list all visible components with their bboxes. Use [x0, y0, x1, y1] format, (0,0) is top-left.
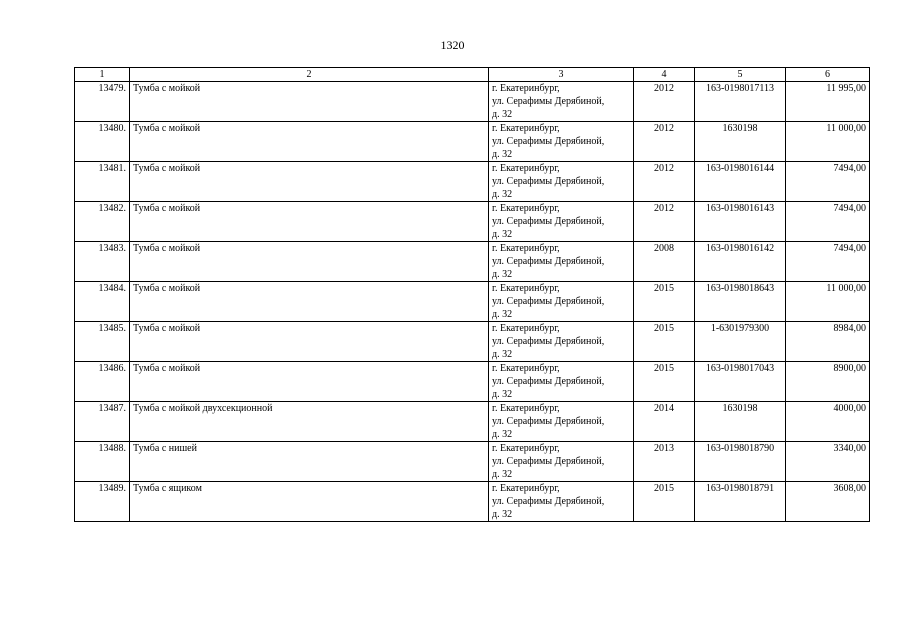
column-number-row [75, 68, 870, 82]
table-body [75, 82, 870, 522]
address-line: г. Екатеринбург, [492, 243, 560, 254]
address-line: ул. Серафимы Дерябиной, [492, 256, 605, 267]
address-line: ул. Серафимы Дерябиной, [492, 176, 605, 187]
address-cell [489, 402, 634, 442]
address-line: г. Екатеринбург, [492, 123, 560, 134]
address-line: г. Екатеринбург, [492, 443, 560, 454]
cost-cell: 4000,00 [786, 402, 870, 442]
column-header-6: 6 [786, 68, 870, 82]
cost-cell: 7494,00 [786, 242, 870, 282]
address-cell [489, 82, 634, 122]
item-name-cell: Тумба с мойкой [130, 122, 489, 162]
table-row [75, 242, 870, 282]
row-number-cell: 13485. [75, 322, 130, 362]
address-line: г. Екатеринбург, [492, 83, 560, 94]
cost-cell: 3608,00 [786, 482, 870, 522]
address-line: ул. Серафимы Дерябиной, [492, 216, 605, 227]
item-name-cell: Тумба с нишей [130, 442, 489, 482]
inventory-number-cell: 1630198 [695, 402, 786, 442]
cost-cell: 8984,00 [786, 322, 870, 362]
item-name-cell: Тумба с мойкой [130, 282, 489, 322]
row-number-cell: 13480. [75, 122, 130, 162]
inventory-number-cell: 163-0198017043 [695, 362, 786, 402]
table-row [75, 202, 870, 242]
item-name-cell: Тумба с ящиком [130, 482, 489, 522]
address-line: д. 32 [492, 109, 513, 120]
address-cell [489, 282, 634, 322]
year-cell: 2014 [634, 402, 695, 442]
page-number: 1320 [440, 38, 465, 52]
column-header-1: 1 [75, 68, 130, 82]
column-header-5: 5 [695, 68, 786, 82]
year-cell: 2008 [634, 242, 695, 282]
year-cell: 2015 [634, 482, 695, 522]
cost-cell: 7494,00 [786, 162, 870, 202]
row-number-cell: 13487. [75, 402, 130, 442]
inventory-number-cell: 163-0198018790 [695, 442, 786, 482]
address-cell [489, 162, 634, 202]
cost-cell: 7494,00 [786, 202, 870, 242]
inventory-number-cell: 163-0198016144 [695, 162, 786, 202]
row-number-cell: 13479. [75, 82, 130, 122]
table-row [75, 122, 870, 162]
item-name-cell: Тумба с мойкой [130, 322, 489, 362]
item-name-cell: Тумба с мойкой [130, 202, 489, 242]
address-line: ул. Серафимы Дерябиной, [492, 136, 605, 147]
cost-cell: 11 995,00 [786, 82, 870, 122]
table-row [75, 402, 870, 442]
address-line: г. Екатеринбург, [492, 483, 560, 494]
row-number-cell: 13484. [75, 282, 130, 322]
table-row [75, 82, 870, 122]
address-line: г. Екатеринбург, [492, 163, 560, 174]
year-cell: 2012 [634, 162, 695, 202]
address-line: д. 32 [492, 429, 513, 440]
year-cell: 2012 [634, 202, 695, 242]
column-header-3: 3 [489, 68, 634, 82]
address-cell [489, 122, 634, 162]
inventory-number-cell: 1630198 [695, 122, 786, 162]
address-cell [489, 242, 634, 282]
address-line: д. 32 [492, 189, 513, 200]
address-line: ул. Серафимы Дерябиной, [492, 496, 605, 507]
row-number-cell: 13482. [75, 202, 130, 242]
address-line: д. 32 [492, 509, 513, 520]
item-name-cell: Тумба с мойкой [130, 162, 489, 202]
table-row [75, 322, 870, 362]
address-line: ул. Серафимы Дерябиной, [492, 96, 605, 107]
year-cell: 2013 [634, 442, 695, 482]
address-line: д. 32 [492, 149, 513, 160]
address-line: г. Екатеринбург, [492, 403, 560, 414]
address-line: ул. Серафимы Дерябиной, [492, 416, 605, 427]
table-row [75, 442, 870, 482]
table-header [75, 68, 870, 82]
table-row [75, 162, 870, 202]
address-line: д. 32 [492, 229, 513, 240]
property-registry-table [74, 67, 870, 522]
table-row [75, 482, 870, 522]
inventory-number-cell: 163-0198018791 [695, 482, 786, 522]
cost-cell: 3340,00 [786, 442, 870, 482]
inventory-number-cell: 163-0198018643 [695, 282, 786, 322]
row-number-cell: 13489. [75, 482, 130, 522]
address-line: ул. Серафимы Дерябиной, [492, 296, 605, 307]
year-cell: 2012 [634, 122, 695, 162]
address-cell [489, 202, 634, 242]
row-number-cell: 13486. [75, 362, 130, 402]
item-name-cell: Тумба с мойкой [130, 242, 489, 282]
inventory-number-cell: 1-6301979300 [695, 322, 786, 362]
row-number-cell: 13488. [75, 442, 130, 482]
address-line: д. 32 [492, 269, 513, 280]
address-line: д. 32 [492, 469, 513, 480]
year-cell: 2015 [634, 322, 695, 362]
address-line: г. Екатеринбург, [492, 203, 560, 214]
row-number-cell: 13483. [75, 242, 130, 282]
year-cell: 2015 [634, 282, 695, 322]
address-cell [489, 362, 634, 402]
row-number-cell: 13481. [75, 162, 130, 202]
table-row [75, 362, 870, 402]
column-header-4: 4 [634, 68, 695, 82]
address-line: ул. Серафимы Дерябиной, [492, 456, 605, 467]
inventory-number-cell: 163-0198016143 [695, 202, 786, 242]
year-cell: 2015 [634, 362, 695, 402]
address-line: г. Екатеринбург, [492, 323, 560, 334]
column-header-2: 2 [130, 68, 489, 82]
item-name-cell: Тумба с мойкой двухсекционной [130, 402, 489, 442]
address-cell [489, 482, 634, 522]
address-line: ул. Серафимы Дерябиной, [492, 376, 605, 387]
address-line: д. 32 [492, 309, 513, 320]
cost-cell: 8900,00 [786, 362, 870, 402]
address-line: д. 32 [492, 389, 513, 400]
cost-cell: 11 000,00 [786, 282, 870, 322]
address-line: ул. Серафимы Дерябиной, [492, 336, 605, 347]
item-name-cell: Тумба с мойкой [130, 82, 489, 122]
address-line: г. Екатеринбург, [492, 363, 560, 374]
address-line: д. 32 [492, 349, 513, 360]
address-cell [489, 322, 634, 362]
cost-cell: 11 000,00 [786, 122, 870, 162]
table-row [75, 282, 870, 322]
item-name-cell: Тумба с мойкой [130, 362, 489, 402]
address-cell [489, 442, 634, 482]
inventory-number-cell: 163-0198017113 [695, 82, 786, 122]
year-cell: 2012 [634, 82, 695, 122]
address-line: г. Екатеринбург, [492, 283, 560, 294]
inventory-number-cell: 163-0198016142 [695, 242, 786, 282]
